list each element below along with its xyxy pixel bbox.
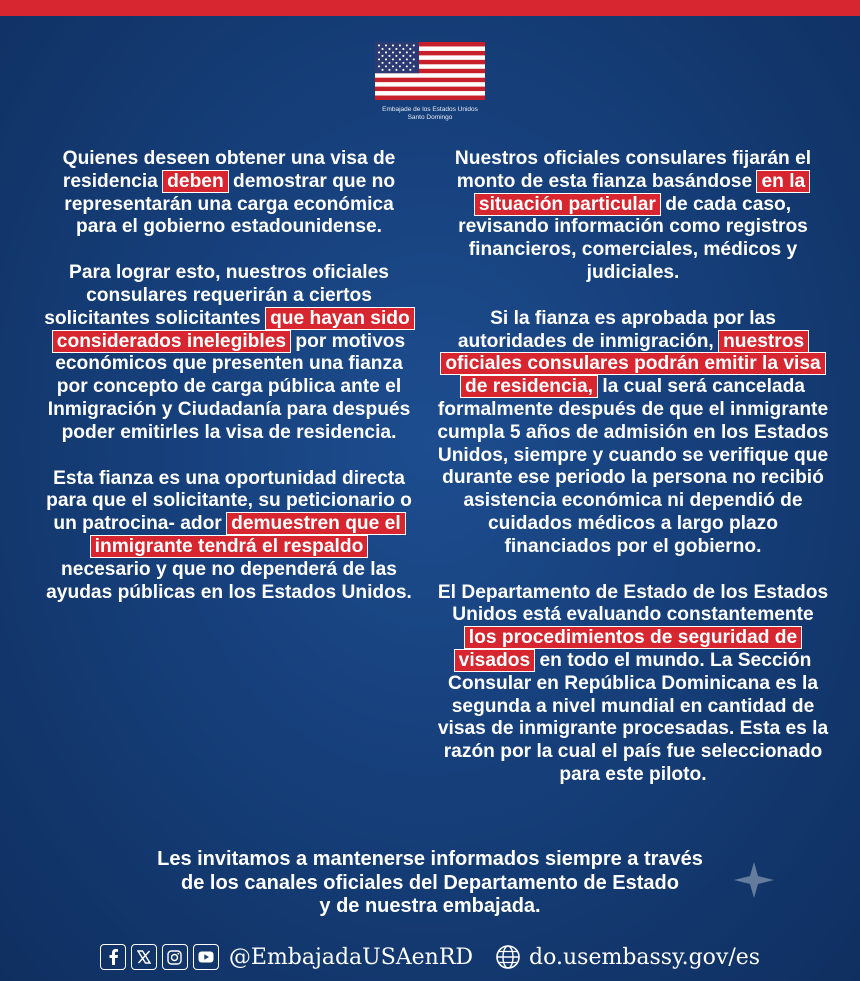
left-p3-text-before: Esta fianza es una oportunidad directa para que el solicitante, su peticionario o un patrocina- ador <box>46 467 412 535</box>
right-p3-text-after: en todo el mundo. La Sección Consular en República Dominicana es la segunda a nivel mundial en cantidad de visas de inmigrante procesadas. Esta es la razón por la cual el país fue seleccionado para este piloto. <box>437 649 829 785</box>
globe-icon <box>495 944 521 970</box>
right-p2-highlight: nuestros oficiales consulares podrán emitir la visa de residencia, <box>441 331 824 398</box>
right-p3-highlight: los procedimientos de seguridad de visados <box>455 627 802 671</box>
x-icon[interactable] <box>131 944 157 970</box>
instagram-icon[interactable] <box>162 944 188 970</box>
website-link[interactable]: do.usembassy.gov/es <box>529 944 761 970</box>
left-column <box>44 148 414 627</box>
footer <box>0 940 860 974</box>
left-p2-text-after: por motivos económicos que presenten una fianza por concepto de carga pública ante el Inmigración y Ciudadanía para después poder emitirles la visa de residencia. <box>47 330 411 443</box>
embassy-name <box>0 106 860 122</box>
left-p2-highlight: que hayan sido considerados inelegibles <box>53 308 414 352</box>
right-paragraph-3 <box>436 582 830 787</box>
right-column <box>436 148 830 810</box>
right-p2-text-after: la cual será cancelada formalmente después de que el inmigrante cumpla 5 años de admisión en los Estados Unidos, siempre y cuando se verifique que durante ese periodo la persona no recibió asistencia económica ni dependió de cuidados médicos a largo plazo financiados por el gobierno. <box>437 376 829 557</box>
youtube-icon[interactable] <box>193 944 219 970</box>
left-p2-text-before: Para lograr esto, nuestros oficiales consulares requerirán a ciertos solicitantes solicitantes <box>44 262 389 329</box>
left-paragraph-3 <box>44 468 414 605</box>
right-p1-highlight: en la situación particular <box>475 171 809 215</box>
right-p2-text-before: Si la fianza es aprobada por las autoridades de inmigración, <box>457 307 776 352</box>
right-p1-text-after: de cada caso, revisando información como registros financieros, comerciales, médicos y judiciales. <box>458 193 808 283</box>
top-red-bar <box>0 0 860 16</box>
sparkle-icon <box>734 862 774 898</box>
left-p3-text-after: necesario y que no dependerá de las ayudas públicas en los Estados Unidos. <box>46 558 412 603</box>
left-p3-highlight: demuestren que el inmigrante tendrá el respaldo <box>91 513 405 557</box>
left-paragraph-2 <box>44 262 414 444</box>
left-p1-text-before: Quienes deseen obtener una visa de residencia <box>62 148 396 192</box>
left-paragraph-1 <box>44 148 414 239</box>
embassy-name-line1: Embajade de los Estados Unidos <box>382 106 478 113</box>
closing-line-3: y de nuestra embajada. <box>319 895 541 917</box>
header <box>0 42 860 122</box>
closing-message <box>40 848 820 919</box>
closing-line-2: de los canales oficiales del Departamento de Estado <box>181 871 679 894</box>
embassy-name-line2: Santo Domingo <box>407 114 453 121</box>
left-p1-highlight: deben <box>163 171 228 192</box>
right-p3-text-before: El Departamento de Estado de los Estados Unidos está evaluando constantemente <box>437 581 829 626</box>
facebook-icon[interactable] <box>100 944 126 970</box>
left-p1-text-after: demostrar que no representarán una carga económica para el gobierno estadounidense. <box>64 170 396 238</box>
us-flag-icon <box>375 42 485 100</box>
closing-line-1: Les invitamos a mantenerse informados siempre a través <box>157 848 703 870</box>
right-paragraph-1 <box>436 148 830 285</box>
social-handle[interactable]: @EmbajadaUSAenRD <box>228 944 474 970</box>
right-p1-text-before: Nuestros oficiales consulares fijarán el monto de esta fianza basándose <box>454 148 812 192</box>
social-icons <box>100 944 219 970</box>
right-paragraph-2 <box>436 308 830 559</box>
